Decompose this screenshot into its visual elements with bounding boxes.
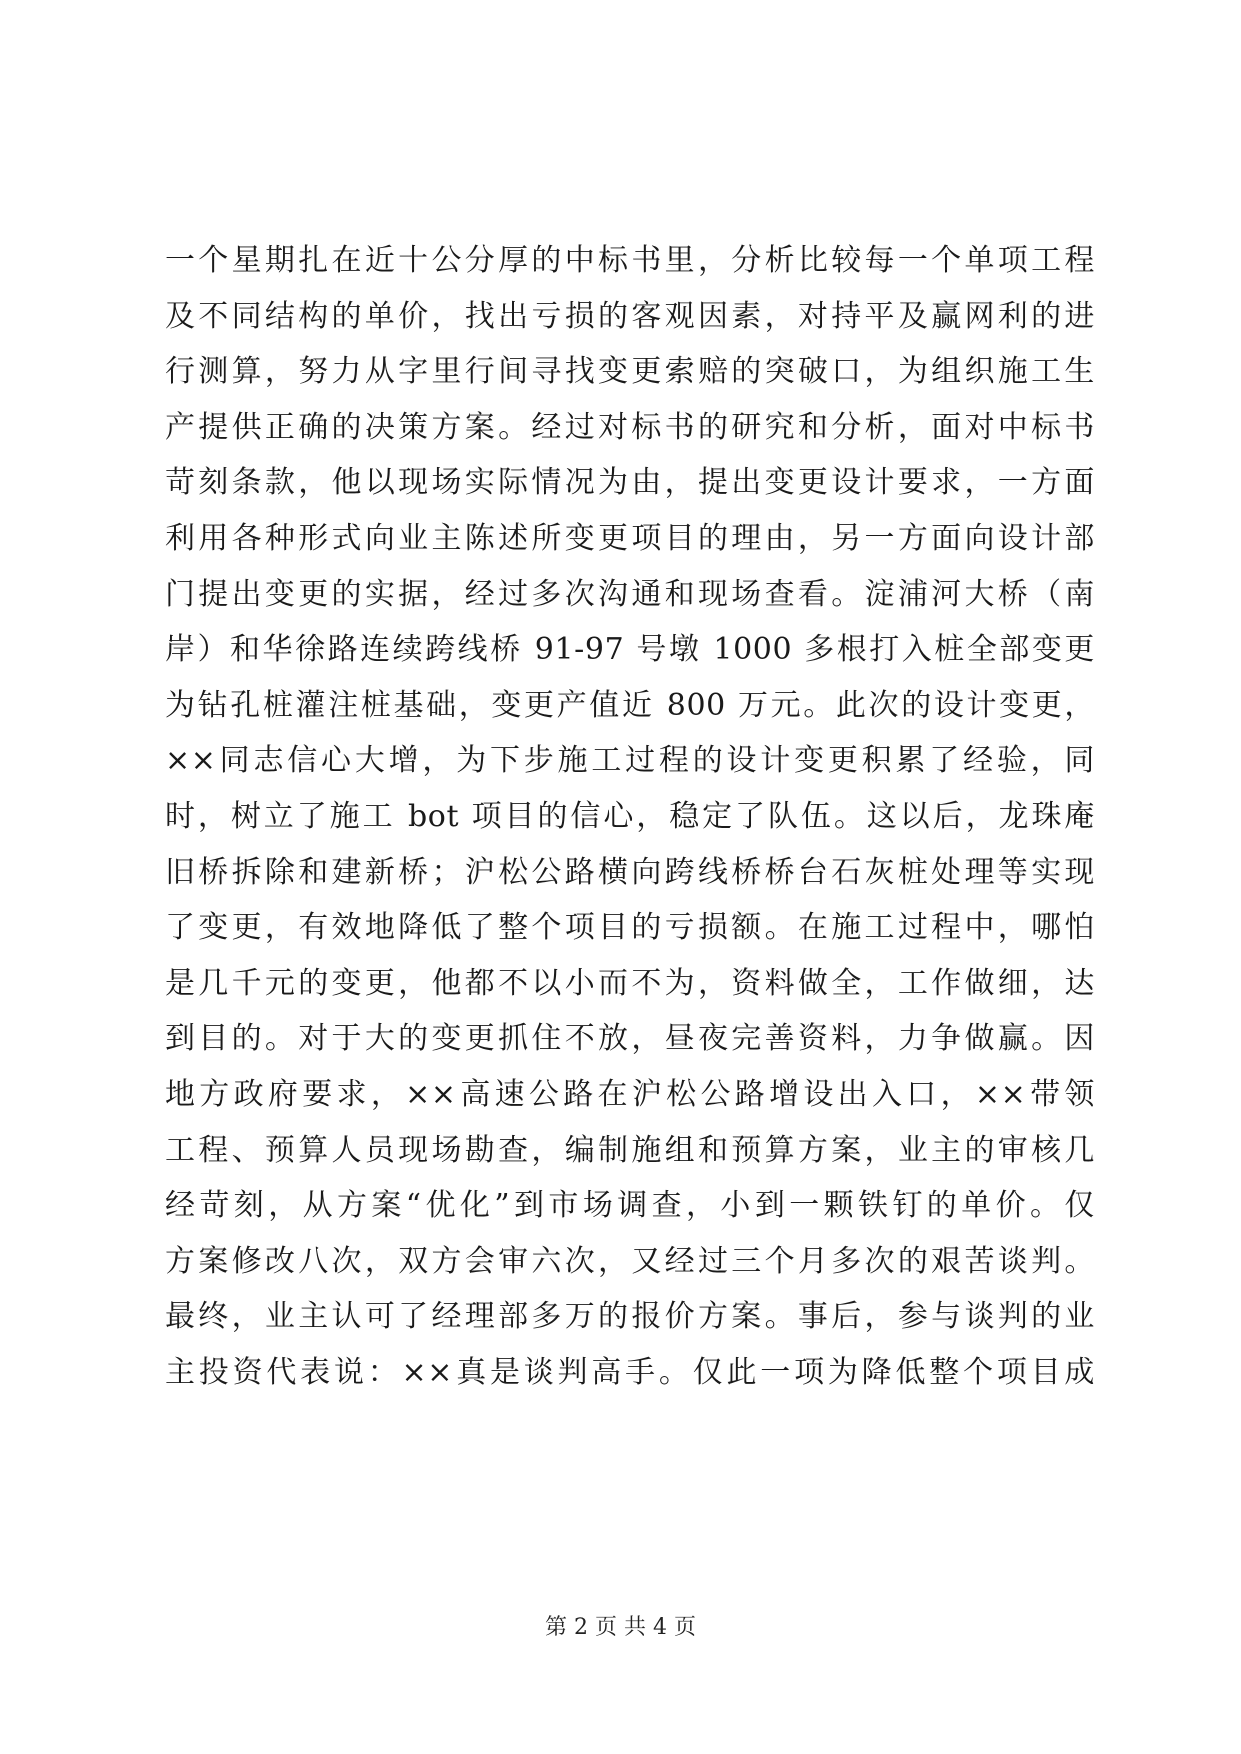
text-line: 了变更，有效地降低了整个项目的亏损额。在施工过程中，哪怕 (165, 910, 1095, 946)
text-line: 利用各种形式向业主陈述所变更项目的理由，另一方面向设计部 (165, 520, 1095, 556)
text-line: 工程、预算人员现场勘查，编制施组和预算方案，业主的审核几 (165, 1132, 1095, 1168)
text-line: 到目的。对于大的变更抓住不放，昼夜完善资料，力争做赢。因 (165, 1021, 1095, 1057)
text-line: 行测算，努力从字里行间寻找变更索赔的突破口，为组织施工生 (165, 354, 1095, 390)
text-line: 门提出变更的实据，经过多次沟通和现场查看。淀浦河大桥（南 (165, 576, 1095, 612)
text-line: 苛刻条款，他以现场实际情况为由，提出变更设计要求，一方面 (165, 465, 1095, 501)
text-line: 及不同结构的单价，找出亏损的客观因素，对持平及赢网利的进 (165, 298, 1095, 334)
text-line: ××同志信心大增，为下步施工过程的设计变更积累了经验，同 (165, 743, 1095, 779)
text-line: 为钻孔桩灌注桩基础，变更产值近 800 万元。此次的设计变更， (165, 687, 1095, 723)
text-line: 主投资代表说：××真是谈判高手。仅此一项为降低整个项目成 (165, 1354, 1095, 1390)
text-line: 时，树立了施工 bot 项目的信心，稳定了队伍。这以后，龙珠庵 (165, 798, 1095, 834)
page-number-footer: 第 2 页 共 4 页 (545, 1615, 696, 1640)
text-line: 一个星期扎在近十公分厚的中标书里，分析比较每一个单项工程 (165, 243, 1095, 278)
text-line: 方案修改八次，双方会审六次，又经过三个月多次的艰苦谈判。 (165, 1243, 1095, 1279)
text-line: 地方政府要求，××高速公路在沪松公路增设出入口，××带领 (165, 1076, 1095, 1112)
text-line: 是几千元的变更，他都不以小而不为，资料做全，工作做细，达 (165, 965, 1095, 1001)
text-line: 产提供正确的决策方案。经过对标书的研究和分析，面对中标书 (165, 409, 1095, 445)
text-line: 岸）和华徐路连续跨线桥 91-97 号墩 1000 多根打入桩全部变更 (165, 632, 1095, 668)
text-line: 旧桥拆除和建新桥；沪松公路横向跨线桥桥台石灰桩处理等实现 (165, 854, 1095, 890)
text-line: 经苛刻，从方案“优化”到市场调查，小到一颗铁钉的单价。仅 (165, 1188, 1095, 1224)
text-line: 最终，业主认可了经理部多万的报价方案。事后，参与谈判的业 (165, 1299, 1095, 1335)
body-text (165, 233, 1095, 1400)
